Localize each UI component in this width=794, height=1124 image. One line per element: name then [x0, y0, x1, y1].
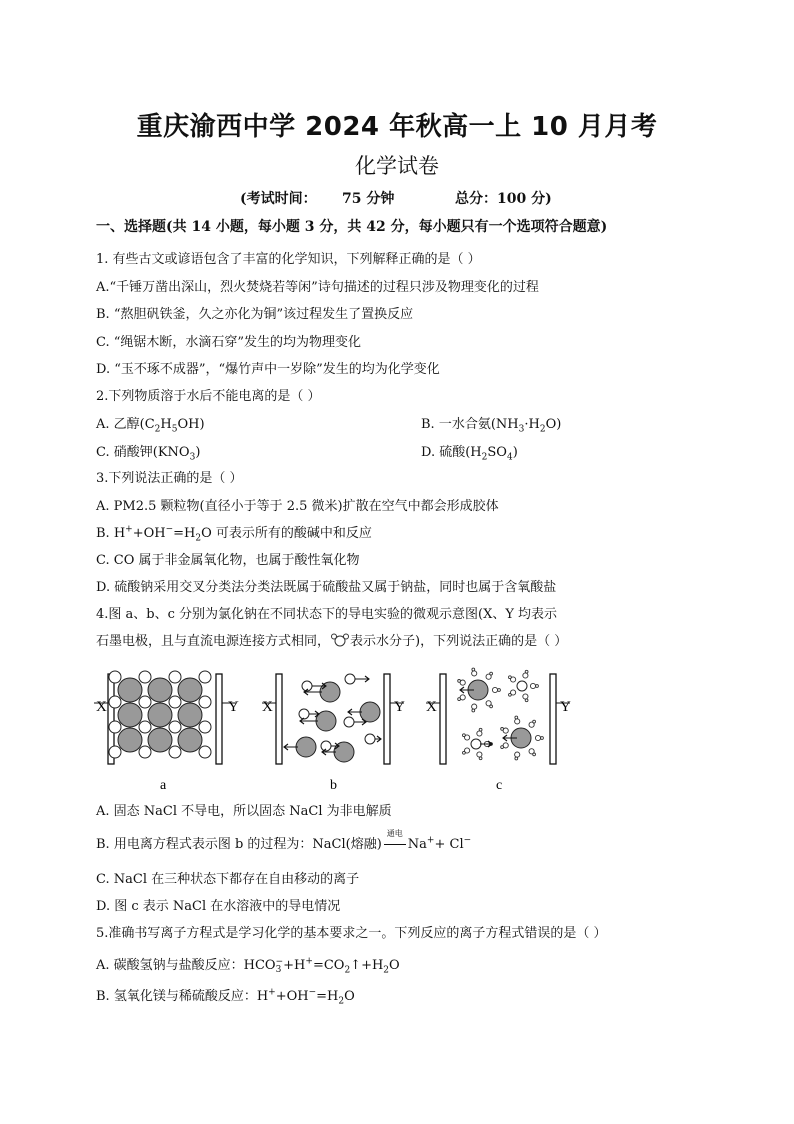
panel-a-label: a [160, 778, 167, 793]
q2-option-b: B. 一水合氨$(NH_3\cdot H_2O)$ [421, 417, 562, 435]
electrode-y-label-a: Y [228, 699, 239, 715]
exam-time-value: 75 分钟 [342, 191, 395, 207]
water-molecule [523, 694, 528, 699]
water-molecule-icon [330, 633, 350, 647]
water-hydrogen [463, 734, 466, 737]
water-molecule [472, 704, 477, 709]
sodium-ion [199, 696, 211, 708]
sodium-ion [169, 671, 181, 683]
exam-title: 重庆渝西中学 2024 年秋高一上 10 月月考 [136, 112, 658, 142]
water-hydrogen [458, 698, 461, 701]
q4-option-a: A. 固态 NaCl 不导电，所以固态 NaCl 为非电解质 [96, 804, 392, 819]
exam-time-label: (考试时间： [240, 191, 317, 207]
sodium-ion [199, 746, 211, 758]
q5-option-b: B. 氢氧化镁与稀硫酸反应：$H^++OH^-=H_2O$ [96, 987, 355, 1007]
water-hydrogen [472, 668, 475, 671]
water-hydrogen [458, 680, 461, 683]
q5-option-a: A. 碳酸氢钠与盐酸反应：HCO − 3 $+H^+=CO_2↑+H_2O$ [96, 956, 400, 976]
water-hydrogen [479, 757, 482, 760]
water-hydrogen [525, 670, 528, 673]
water-molecule [530, 683, 535, 688]
sodium-ion [169, 721, 181, 733]
q1-option-b: B. “熬胆矾铁釜，久之亦化为铜”该过程发生了置换反应 [96, 307, 414, 322]
water-hydrogen [490, 672, 493, 675]
water-hydrogen [490, 705, 493, 708]
panel-c [426, 668, 571, 793]
chloride-ion [178, 703, 202, 727]
chloride-ion [148, 678, 172, 702]
electrode-y-label-b: Y [394, 699, 405, 715]
panel-b-label: b [330, 778, 337, 793]
electrode-x-label-c: X [426, 699, 437, 715]
sodium-ion [139, 721, 151, 733]
water-hydrogen [498, 689, 501, 692]
water-hydrogen [515, 716, 518, 719]
water-molecule [472, 671, 477, 676]
q4-option-c: C. NaCl 在三种状态下都存在自由移动的离子 [96, 872, 360, 887]
chloride-ion [148, 728, 172, 752]
water-hydrogen [509, 693, 512, 696]
electrode-x-label-b: X [262, 699, 273, 715]
water-hydrogen [525, 699, 528, 702]
sodium-ion [169, 746, 181, 758]
panel-a [94, 671, 239, 793]
sodium-ion [109, 746, 121, 758]
q1-option-c: C. “绳锯木断，水滴石穿”发生的均为物理变化 [96, 335, 362, 350]
q3-option-a: A. PM2.5 颗粒物(直径小于等于 2.5 微米)扩散在空气中都会形成胶体 [96, 499, 499, 514]
water-molecule [535, 735, 540, 740]
sodium-ion [109, 721, 121, 733]
water-hydrogen [479, 728, 482, 731]
water-molecule [477, 731, 482, 736]
panel-b [262, 674, 405, 793]
q4-stem-line1: 4.图 a、b、c 分别为氯化钠在不同状态下的导电实验的微观示意图(X、Y 均表示 [96, 607, 558, 622]
water-molecule [477, 752, 482, 757]
q1-option-a: A.“千锤万凿出深山，烈火焚烧若等闲”诗句描述的过程只涉及物理变化的过程 [96, 280, 539, 295]
sodium-ion [169, 696, 181, 708]
q4-stem-line2: 石墨电极，且与直流电源连接方式相同， 表示水分子)，下列说法正确的是（ ） [96, 634, 568, 649]
water-molecule [523, 673, 528, 678]
water-molecule [515, 719, 520, 724]
q2-option-a: A. 乙醇$(C_2H_5OH)$ [96, 417, 205, 435]
chloride-ion [118, 728, 142, 752]
sodium-ion [139, 746, 151, 758]
water-hydrogen [541, 737, 544, 740]
water-hydrogen [463, 751, 466, 754]
q2-option-c: C. 硝酸钾$(KNO_3)$ [96, 445, 201, 463]
q1-option-d: D. “玉不琢不成器”，“爆竹声中一岁除”发生的均为化学变化 [96, 362, 440, 377]
exam-subtitle: 化学试卷 [355, 154, 439, 178]
q5-stem: 5.准确书写离子方程式是学习化学的基本要求之一。下列反应的离子方程式错误的是（ ） [96, 926, 607, 941]
nacl-conductivity-figure [94, 664, 594, 794]
q3-stem: 3.下列说法正确的是（ ） [96, 471, 243, 486]
q3-option-b: B. $H^++OH^-=H_2O$ 可表示所有的酸碱中和反应 [96, 524, 372, 544]
water-hydrogen [509, 676, 512, 679]
electrode-y-label-c: Y [560, 699, 571, 715]
sodium-ion [139, 671, 151, 683]
exam-score: 总分：100 分) [455, 191, 552, 207]
water-molecule [515, 752, 520, 757]
section-title: 一、选择题(共 14 小题，每小题 3 分，共 42 分，每小题只有一个选项符合题意) [96, 219, 608, 235]
q2-option-d: D. 硫酸$(H_2SO_4)$ [421, 445, 518, 463]
q2-stem: 2.下列物质溶于水后不能电离的是（ ） [96, 389, 321, 404]
q4-reaction-condition: 通电 [386, 829, 403, 838]
chloride-ion [178, 678, 202, 702]
electrode-x-label-a: X [96, 699, 107, 715]
q4-option-b: B. 用电离方程式表示图 b 的过程为：NaCl(熔融) 通电 Na++ Cl− [96, 829, 472, 852]
q1-stem: 1. 有些古文或谚语包含了丰富的化学知识，下列解释正确的是（ ） [96, 252, 481, 267]
water-hydrogen [501, 728, 504, 731]
q3-option-d: D. 硫酸钠采用交叉分类法分类法既属于硫酸盐又属于钠盐，同时也属于含氧酸盐 [96, 580, 557, 595]
water-hydrogen [536, 685, 539, 688]
water-hydrogen [515, 757, 518, 760]
water-hydrogen [533, 753, 536, 756]
sodium-ion [139, 696, 151, 708]
q4-option-d: D. 图 c 表示 NaCl 在水溶液中的导电情况 [96, 899, 341, 914]
chloride-ion [148, 703, 172, 727]
water-hydrogen [533, 720, 536, 723]
q3-option-c: C. CO 属于非金属氧化物，也属于酸性氧化物 [96, 553, 360, 568]
water-molecule [492, 687, 497, 692]
water-hydrogen [472, 709, 475, 712]
sodium-ion [199, 671, 211, 683]
chloride-ion [178, 728, 202, 752]
panel-c-label: c [496, 778, 503, 793]
chloride-ion [118, 703, 142, 727]
sodium-ion [109, 696, 121, 708]
sodium-ion [199, 721, 211, 733]
chloride-ion [118, 678, 142, 702]
water-hydrogen [501, 746, 504, 749]
sodium-ion [109, 671, 121, 683]
